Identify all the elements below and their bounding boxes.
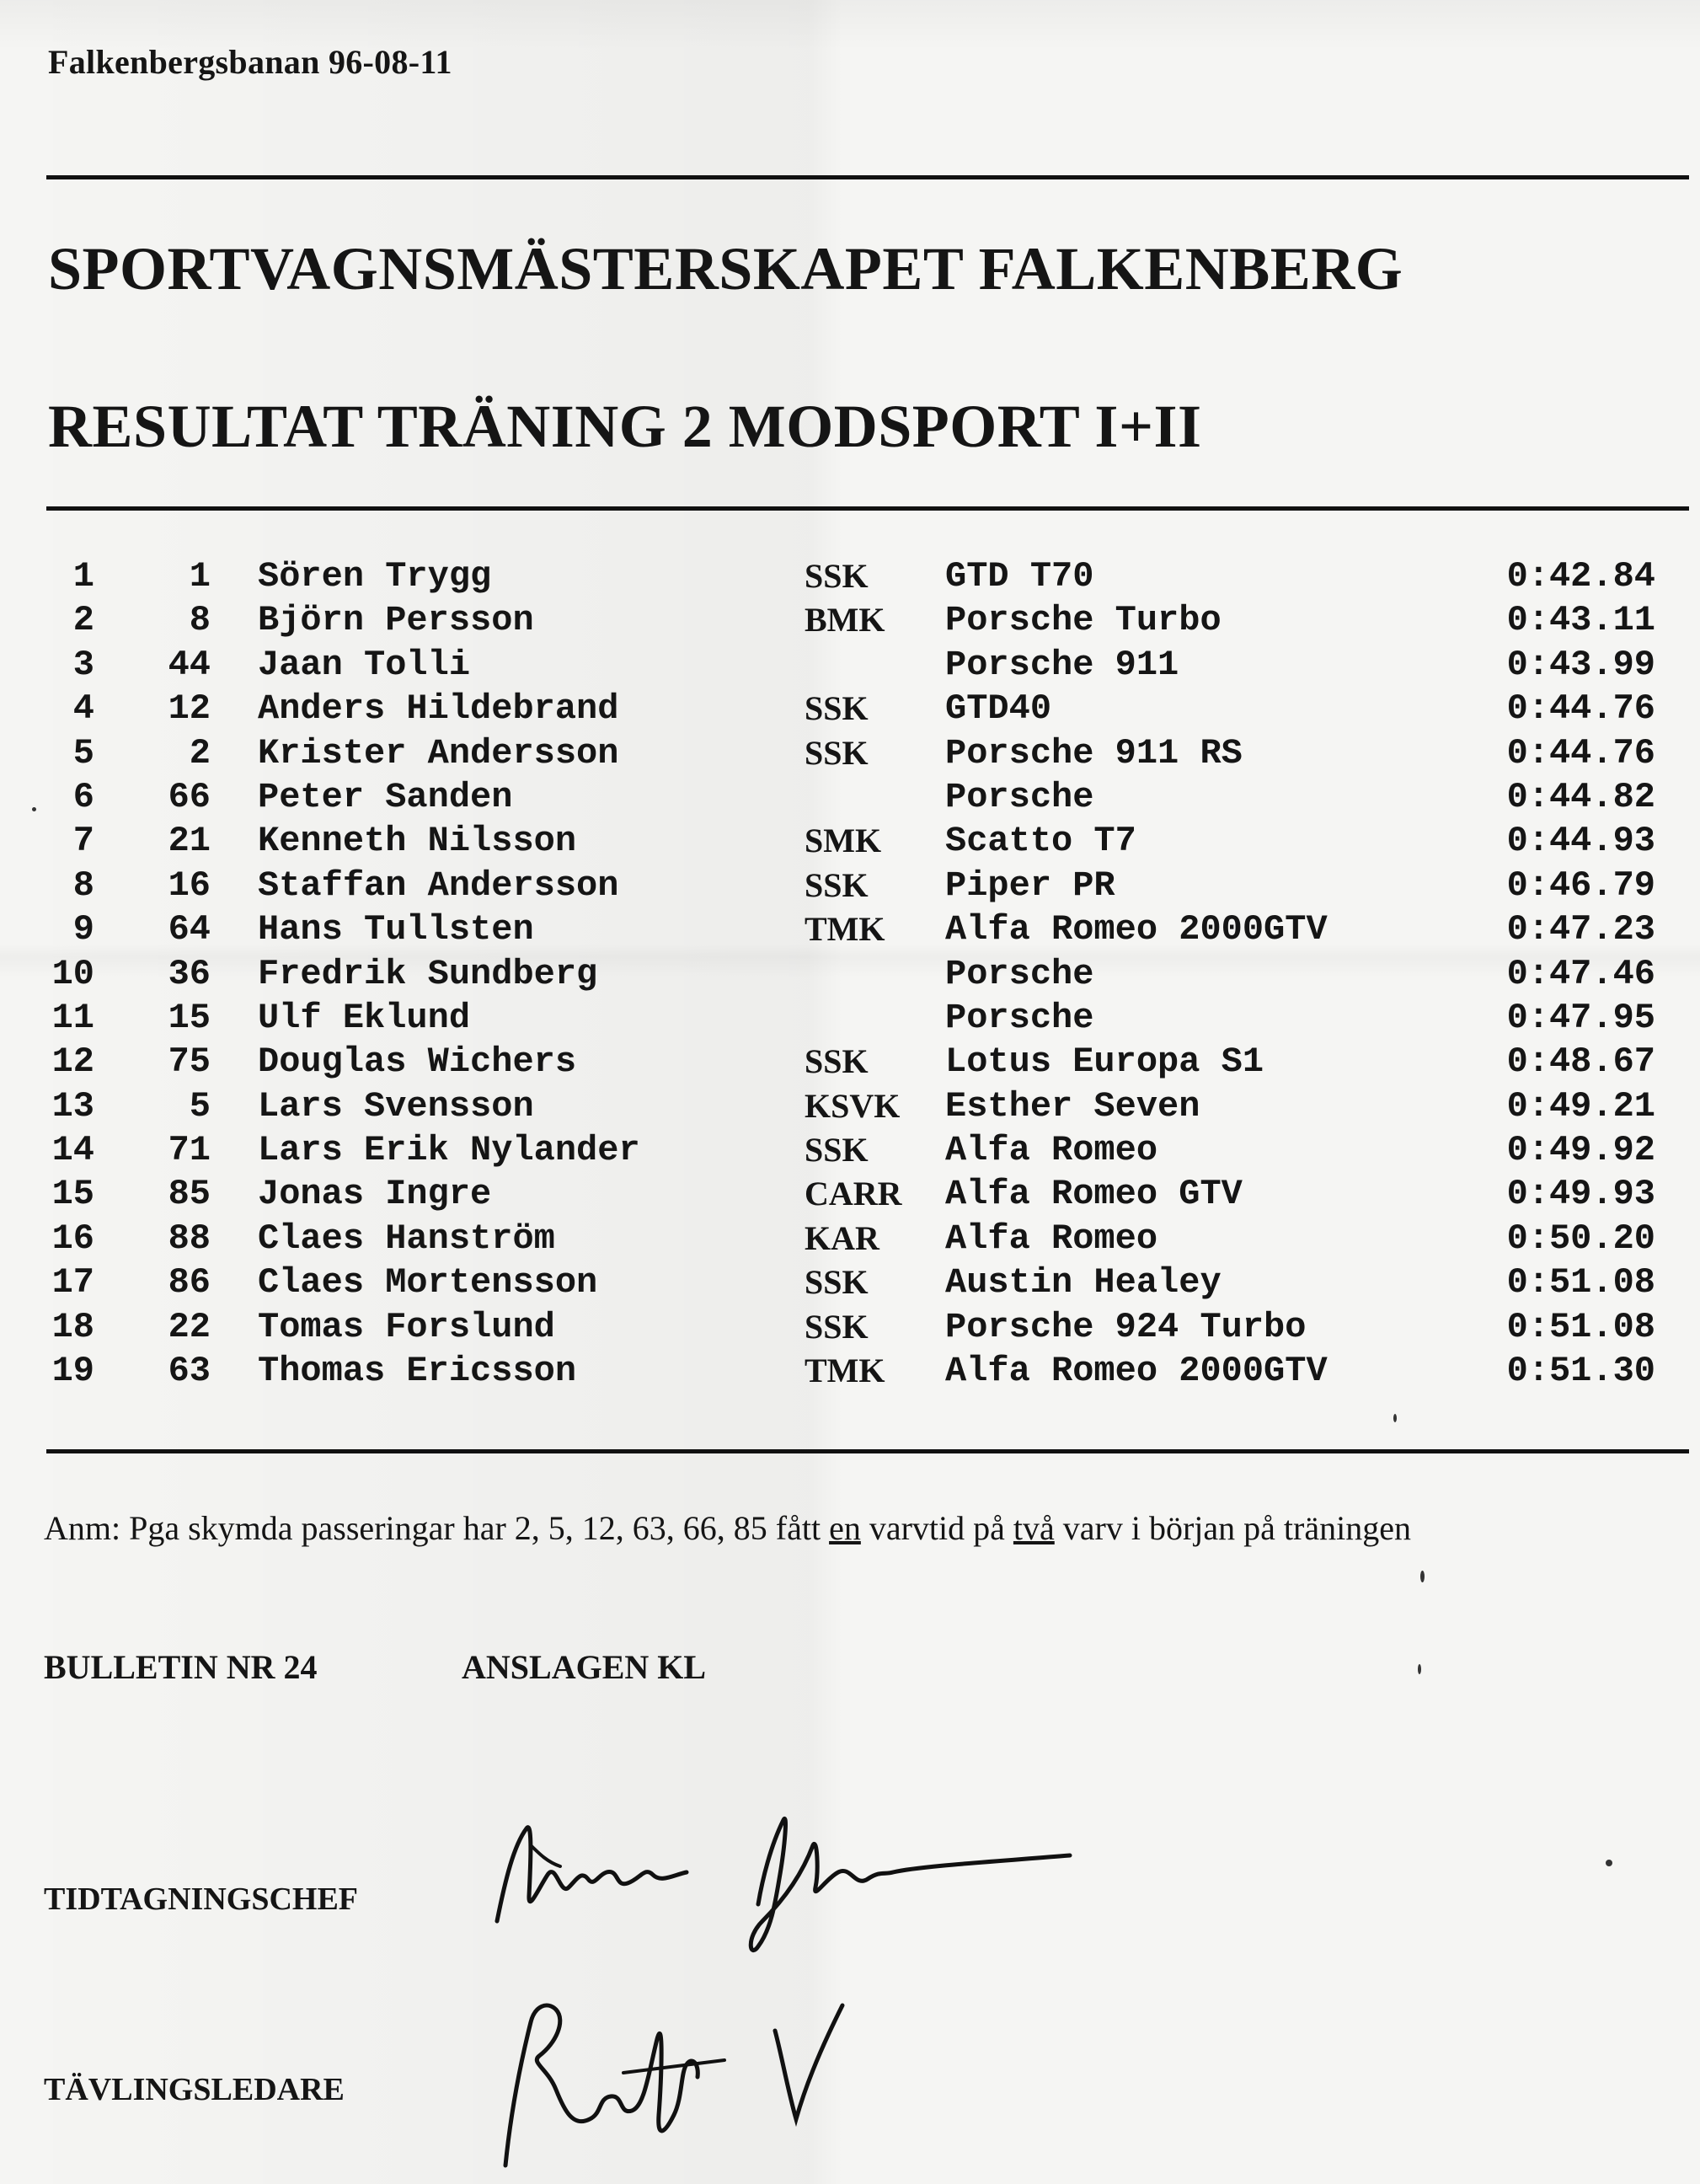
car-model-cell: Scatto T7 <box>945 821 1136 862</box>
lap-time-cell: 0:51.08 <box>1506 1262 1655 1303</box>
table-row <box>0 1307 1700 1351</box>
lap-time-cell: 0:43.99 <box>1506 644 1655 685</box>
position-cell: 14 <box>51 1130 94 1171</box>
car-model-cell: Porsche 924 Turbo <box>945 1306 1307 1347</box>
lap-time-cell: 0:48.67 <box>1506 1041 1655 1083</box>
club-cell: TMK <box>805 910 885 949</box>
driver-name-cell: Thomas Ericsson <box>258 1351 577 1392</box>
table-row <box>0 1218 1700 1262</box>
lap-time-cell: 0:44.93 <box>1506 821 1655 862</box>
paper-speck <box>1393 1414 1397 1422</box>
car-number-cell: 36 <box>168 953 211 994</box>
club-cell: SSK <box>805 557 869 595</box>
driver-name-cell: Anders Hildebrand <box>258 688 619 730</box>
position-cell: 1 <box>72 556 94 597</box>
paper-speck <box>1606 1860 1612 1866</box>
remark-note <box>44 1508 1411 1548</box>
timing-chief-label: TIDTAGNINGSCHEF <box>44 1882 359 1917</box>
car-number-cell: 63 <box>168 1351 211 1392</box>
driver-name-cell: Claes Hanström <box>258 1218 555 1259</box>
position-cell: 16 <box>51 1218 94 1259</box>
driver-name-cell: Tomas Forslund <box>258 1306 555 1347</box>
position-cell: 11 <box>51 997 94 1038</box>
document-title: SPORTVAGNSMÄSTERSKAPET FALKENBERG <box>48 235 1403 302</box>
club-cell: SSK <box>805 865 869 904</box>
table-row <box>0 645 1700 688</box>
position-cell: 2 <box>72 600 94 641</box>
table-row <box>0 777 1700 821</box>
lap-time-cell: 0:46.79 <box>1506 864 1655 906</box>
car-model-cell: Alfa Romeo <box>945 1130 1158 1171</box>
race-director-label: TÄVLINGSLEDARE <box>44 2072 345 2107</box>
club-cell: SSK <box>805 1042 869 1081</box>
table-row <box>0 1174 1700 1218</box>
table-row <box>0 556 1700 600</box>
position-cell: 4 <box>72 688 94 730</box>
position-cell: 17 <box>51 1262 94 1303</box>
car-number-cell: 12 <box>168 688 211 730</box>
lap-time-cell: 0:47.95 <box>1506 997 1655 1038</box>
position-cell: 12 <box>51 1041 94 1083</box>
bulletin-number: BULLETIN NR 24 <box>44 1648 318 1686</box>
car-number-cell: 5 <box>189 1085 211 1127</box>
club-cell: TMK <box>805 1352 885 1390</box>
table-row <box>0 909 1700 953</box>
car-number-cell: 8 <box>189 600 211 641</box>
driver-name-cell: Sören Trygg <box>258 556 492 597</box>
lap-time-cell: 0:51.30 <box>1506 1351 1655 1392</box>
car-number-cell: 86 <box>168 1262 211 1303</box>
club-cell: SMK <box>805 822 882 860</box>
paper-speck <box>32 807 36 811</box>
lap-time-cell: 0:44.76 <box>1506 732 1655 774</box>
car-model-cell: Porsche Turbo <box>945 600 1222 641</box>
lap-time-cell: 0:44.76 <box>1506 688 1655 730</box>
club-cell: BMK <box>805 601 885 640</box>
lap-time-cell: 0:47.23 <box>1506 909 1655 950</box>
lap-time-cell: 0:49.92 <box>1506 1130 1655 1171</box>
car-number-cell: 64 <box>168 909 211 950</box>
driver-name-cell: Claes Mortensson <box>258 1262 598 1303</box>
car-model-cell: Porsche <box>945 953 1094 994</box>
lap-time-cell: 0:49.93 <box>1506 1174 1655 1215</box>
car-model-cell: Alfa Romeo 2000GTV <box>945 1351 1328 1392</box>
lap-time-cell: 0:47.46 <box>1506 953 1655 994</box>
posted-time-label: ANSLAGEN KL <box>462 1648 707 1686</box>
lap-time-cell: 0:49.21 <box>1506 1085 1655 1127</box>
position-cell: 7 <box>72 821 94 862</box>
remark-emphasis-en: en <box>829 1509 861 1547</box>
position-cell: 18 <box>51 1306 94 1347</box>
position-cell: 8 <box>72 864 94 906</box>
driver-name-cell: Ulf Eklund <box>258 997 471 1038</box>
timing-chief-signature <box>480 1795 1120 1963</box>
remark-emphasis-tva: två <box>1013 1509 1055 1547</box>
table-row <box>0 733 1700 777</box>
position-cell: 13 <box>51 1085 94 1127</box>
table-row <box>0 998 1700 1041</box>
car-number-cell: 71 <box>168 1130 211 1171</box>
remark-text-1: Anm: Pga skymda passeringar har 2, 5, 12, 63, 66, 85 fått <box>44 1509 830 1547</box>
divider-top <box>46 175 1689 179</box>
driver-name-cell: Douglas Wichers <box>258 1041 577 1083</box>
table-row <box>0 1130 1700 1174</box>
car-model-cell: Lotus Europa S1 <box>945 1041 1264 1083</box>
car-number-cell: 22 <box>168 1306 211 1347</box>
car-model-cell: GTD T70 <box>945 556 1094 597</box>
lap-time-cell: 0:44.82 <box>1506 776 1655 817</box>
car-model-cell: Porsche 911 <box>945 644 1179 685</box>
remark-text-3: varv i början på träningen <box>1054 1509 1411 1547</box>
divider-header <box>46 506 1689 511</box>
table-row <box>0 821 1700 864</box>
driver-name-cell: Kenneth Nilsson <box>258 821 577 862</box>
driver-name-cell: Fredrik Sundberg <box>258 953 598 994</box>
car-number-cell: 88 <box>168 1218 211 1259</box>
car-model-cell: Porsche <box>945 776 1094 817</box>
car-model-cell: Alfa Romeo 2000GTV <box>945 909 1328 950</box>
club-cell: SSK <box>805 1131 869 1170</box>
car-number-cell: 16 <box>168 864 211 906</box>
document-subtitle: RESULTAT TRÄNING 2 MODSPORT I+II <box>48 393 1202 460</box>
position-cell: 5 <box>72 732 94 774</box>
paper-speck <box>1420 1571 1425 1582</box>
driver-name-cell: Lars Svensson <box>258 1085 534 1127</box>
driver-name-cell: Lars Erik Nylander <box>258 1130 640 1171</box>
table-row <box>0 865 1700 909</box>
table-row <box>0 1041 1700 1085</box>
club-cell: SSK <box>805 1307 869 1346</box>
driver-name-cell: Jonas Ingre <box>258 1174 492 1215</box>
car-number-cell: 75 <box>168 1041 211 1083</box>
table-row <box>0 688 1700 732</box>
driver-name-cell: Staffan Andersson <box>258 864 619 906</box>
race-director-signature <box>472 1972 910 2182</box>
driver-name-cell: Krister Andersson <box>258 732 619 774</box>
car-number-cell: 44 <box>168 644 211 685</box>
club-cell: CARR <box>805 1175 902 1213</box>
driver-name-cell: Peter Sanden <box>258 776 513 817</box>
remark-text-2: varvtid på <box>860 1509 1013 1547</box>
car-number-cell: 2 <box>189 732 211 774</box>
club-cell: SSK <box>805 689 869 728</box>
table-row <box>0 954 1700 998</box>
table-row <box>0 600 1700 644</box>
car-model-cell: Porsche <box>945 997 1094 1038</box>
table-row <box>0 1262 1700 1306</box>
car-model-cell: Esther Seven <box>945 1085 1200 1127</box>
driver-name-cell: Jaan Tolli <box>258 644 471 685</box>
car-model-cell: Porsche 911 RS <box>945 732 1243 774</box>
car-number-cell: 15 <box>168 997 211 1038</box>
driver-name-cell: Björn Persson <box>258 600 534 641</box>
car-number-cell: 66 <box>168 776 211 817</box>
club-cell: KSVK <box>805 1086 901 1125</box>
club-cell: SSK <box>805 1263 869 1302</box>
lap-time-cell: 0:50.20 <box>1506 1218 1655 1259</box>
lap-time-cell: 0:43.11 <box>1506 600 1655 641</box>
car-model-cell: Alfa Romeo <box>945 1218 1158 1259</box>
position-cell: 6 <box>72 776 94 817</box>
table-row <box>0 1351 1700 1394</box>
car-model-cell: Piper PR <box>945 864 1115 906</box>
position-cell: 10 <box>51 953 94 994</box>
lap-time-cell: 0:51.08 <box>1506 1306 1655 1347</box>
car-number-cell: 21 <box>168 821 211 862</box>
car-model-cell: GTD40 <box>945 688 1052 730</box>
position-cell: 15 <box>51 1174 94 1215</box>
position-cell: 3 <box>72 644 94 685</box>
table-row <box>0 1086 1700 1130</box>
club-cell: KAR <box>805 1218 879 1257</box>
car-number-cell: 1 <box>189 556 211 597</box>
results-table <box>0 556 1700 1394</box>
car-model-cell: Alfa Romeo GTV <box>945 1174 1243 1215</box>
date-line: Falkenbergsbanan 96-08-11 <box>48 43 452 81</box>
car-model-cell: Austin Healey <box>945 1262 1222 1303</box>
paper-speck <box>1418 1664 1421 1674</box>
lap-time-cell: 0:42.84 <box>1506 556 1655 597</box>
car-number-cell: 85 <box>168 1174 211 1215</box>
divider-bottom <box>46 1449 1689 1453</box>
club-cell: SSK <box>805 733 869 772</box>
driver-name-cell: Hans Tullsten <box>258 909 534 950</box>
position-cell: 19 <box>51 1351 94 1392</box>
position-cell: 9 <box>72 909 94 950</box>
